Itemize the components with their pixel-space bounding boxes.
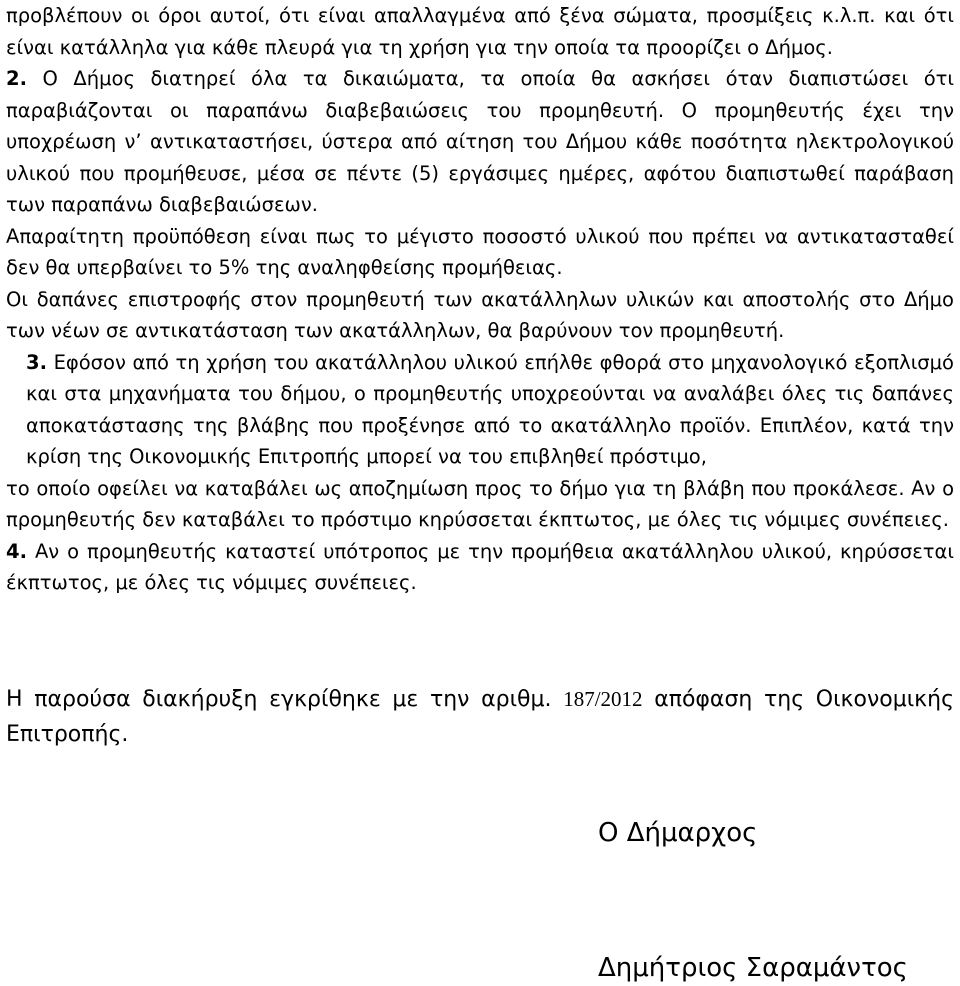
- item-2-number: 2.: [6, 67, 27, 90]
- costs-paragraph: [6, 284, 954, 347]
- intro-paragraph-text: προβλέπουν οι όροι αυτοί, ότι είναι απαλλαγμένα από ξένα σώματα, προσμίξεις κ.λ.π. και ότι είναι κατάλληλα για κάθε πλευρά για τη χρήση για την οποία τα προορίζει ο Δήμος.: [6, 4, 954, 59]
- intro-paragraph: [6, 0, 954, 63]
- item-4-paragraph: [6, 536, 954, 599]
- item-2-text: Ο Δήμος διατηρεί όλα τα δικαιώματα, τα οποία θα ασκήσει όταν διαπιστώσει ότι παραβιάζονται οι παραπάνω διαβεβαιώσεις του προμηθευτή. Ο προμηθευτής έχει την υποχρέωση ν’ αντικαταστήσει, ύστερα από αίτηση του Δήμου κάθε ποσότητα ηλεκτρολογικού υλικού που προμήθευσε, μέσα σε πέντε (5) εργάσιμες ημέρες, αφότου διαπιστωθεί παράβαση των παραπάνω διαβεβαιώσεων.: [6, 67, 954, 216]
- item-2-paragraph: [6, 63, 954, 221]
- signature-name: Δημήτριος Σαραμάντος: [598, 953, 908, 983]
- item-4-number: 4.: [6, 539, 27, 563]
- item-4-text: Αν ο προμηθευτής καταστεί υπότροπος με την προμήθεια ακατάλληλου υλικού, κηρύσσεται έκπτωτος, με όλες τις νόμιμες συνέπειες.: [6, 539, 954, 594]
- signature-title: Ο Δήμαρχος: [598, 818, 758, 848]
- decision-number: 187/2012: [563, 687, 643, 711]
- costs-text: Οι δαπάνες επιστροφής στον προμηθευτή των ακατάλληλων υλικών και αποστολής στο Δήμο των νέων σε αντικατάσταση των ακατάλληλων, θα βαρύνουν τον προμηθευτή.: [6, 287, 954, 342]
- approval-text-before: Η παρούσα διακήρυξη εγκρίθηκε με την αριθμ.: [6, 687, 564, 712]
- fine-paragraph: [6, 473, 954, 536]
- fine-text: το οποίο οφείλει να καταβάλει ως αποζημίωση προς το δήμο για τη βλάβη που προκάλεσε. Αν ο προμηθευτής δεν καταβάλει το πρόστιμο κηρύσσεται έκπτωτος, με όλες τις νόμιμες συνέπειες.: [6, 476, 954, 531]
- prerequisite-text: Απαραίτητη προϋπόθεση είναι πως το μέγιστο ποσοστό υλικού που πρέπει να αντικατασταθεί δεν θα υπερβαίνει το 5% της αναληφθείσης προμήθειας.: [6, 224, 954, 279]
- document-body: [6, 0, 954, 599]
- approval-statement: [6, 682, 954, 752]
- item-3-paragraph: [6, 347, 954, 473]
- prerequisite-paragraph: [6, 221, 954, 284]
- item-3-number: 3.: [26, 350, 47, 374]
- approval-text-after: απόφαση της Οικονομικής Επιτροπής.: [6, 687, 954, 747]
- item-3-text: Εφόσον από τη χρήση του ακατάλληλου υλικού επήλθε φθορά στο μηχανολογικό εξοπλισμό και στα μηχανήματα του δήμου, ο προμηθευτής υποχρεούνται να αναλάβει όλες τις δαπάνες αποκατάστασης της βλάβης που προξένησε από το ακατάλληλο προϊόν. Επιπλέον, κατά την κρίση της Οικονομικής Επιτροπής μπορεί να του επιβληθεί πρόστιμο,: [26, 350, 954, 468]
